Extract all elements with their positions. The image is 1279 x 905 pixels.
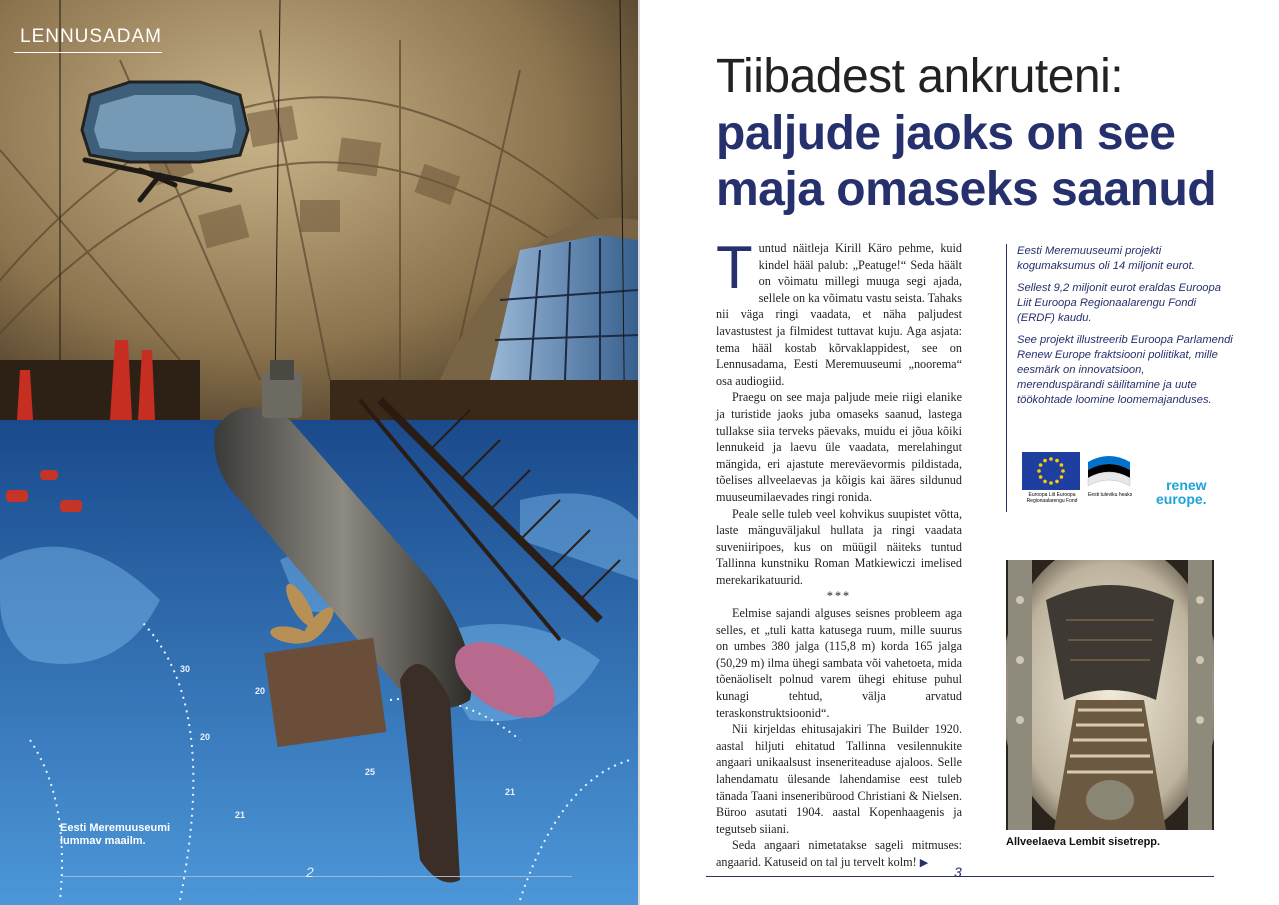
photo-caption: Eesti Meremuuseumi lummav maailm. — [60, 822, 171, 847]
hangar-photo — [0, 0, 638, 905]
floor-number: 20 — [255, 686, 266, 696]
section-break: *** — [826, 589, 852, 604]
page-footer-rule — [62, 876, 572, 877]
paragraph-text: Seda angaari nimetatakse sageli mitmuses: angaarid. Katuseid on tal ju tervelt kolm! — [716, 838, 962, 869]
page-number-right: 3 — [954, 864, 962, 880]
submarine-interior-image — [1006, 560, 1214, 830]
section-label: LENNUSADAM — [20, 26, 162, 47]
article-paragraph — [716, 837, 962, 871]
renew-europe-logo — [1156, 478, 1207, 506]
estonia-wave-icon — [1086, 452, 1132, 490]
left-page — [0, 0, 638, 905]
drop-cap: T — [716, 234, 753, 301]
right-page — [640, 0, 1279, 905]
eu-flag-logo — [1022, 452, 1080, 490]
estonia-slogan: Eesti tuleviku heaks — [1088, 492, 1133, 498]
photo2-caption: Allveelaeva Lembit sisetrepp. — [1006, 836, 1161, 848]
paragraph-text: untud näitleja Kirill Käro pehme, kuid kindel hääl palub: „Peatuge!“ Seda häält on võimatu millegi muuga segi ajada, sellele on ka võimatu vastu seista. Tahaks nii väga ringi vaadata, et näha paljudest lavastustest ja filmidest tuttavat kuju. Aga asjata: tema hääl kostab kõrvaklappidest, see on Lennusadama, Eesti Meremuuseumi „noorema“ osa audiogiid. — [716, 241, 962, 388]
headline-light: Tiibadest ankruteni: — [716, 50, 1124, 103]
page-number-left: 2 — [306, 864, 314, 880]
article-paragraph: Praegu on see maja paljude meie riigi elanike ja turistide jaoks juba omaseks saanud, lastega tullakse siia terveks päevaks, muidu ei jõua kõiki lennukeid ja laevu üle vaadata, merelahingut mängida, eri ajastute mereväevormis pildistada, tõelises allveelaevas ja kõigis kai ääres sildunud muuseumilaevades ringi ronida. — [716, 390, 962, 504]
floor-number: 30 — [180, 664, 191, 674]
sidebar-text: Sellest 9,2 miljonit eurot eraldas Euroopa Liit Euroopa Regionaalarengu Fondi (ERDF) kaudu. — [1017, 282, 1221, 324]
article-body — [716, 234, 962, 872]
eu-fund-label: Euroopa Liit Euroopa Regionaalarengu Fond — [1026, 492, 1078, 504]
floor-number: 25 — [365, 767, 376, 777]
continue-arrow-icon: ▶ — [919, 856, 929, 869]
article-paragraph: Peale selle tuleb veel kohvikus suupistet võtta, laste mänguväljakul hullata ja ringi vaadata suveniiripoes, kus on müügil näiteks tuntud Tallinna kunstniku Roman Matkiewiczi imelised merekarikatuurid. — [716, 506, 962, 587]
submarine-stairs-photo — [1006, 560, 1214, 830]
floor-number: 20 — [200, 732, 211, 742]
eu-stars-icon — [1022, 452, 1080, 490]
sidebar-text: See projekt illustreerib Euroopa Parlamendi Renew Europe fraktsiooni poliitikat, mille eesmärk on innovatsioon, merenduspärandi säilitamine ja uute töökohtade loomine loomemajanduses. — [1017, 334, 1233, 406]
article-paragraph: Nii kirjeldas ehitusajakiri The Builder 1920. aastal hiljuti ehitatud Tallinna vesilennukite angaari unikaalsust inseneriteaduse ajaloos. Selle lahendamatu ülesande lahendamise eest tuleb tänada Taani inseneribürood Christiani & Nielsen. Büroo asutati 1904. aastal Kopenhaagenis ja tegutseb siiani. — [716, 722, 962, 836]
headline-bold: paljude jaoks on see maja omaseks saanud — [716, 107, 1217, 216]
renew-logo-line: renew — [1166, 477, 1207, 493]
floor-number: 21 — [505, 787, 516, 797]
section-label-underline — [14, 52, 162, 53]
renew-logo-line: europe. — [1156, 491, 1207, 507]
sidebar-text: Eesti Meremuuseumi projekti kogumaksumus oli 14 miljonit eurot. — [1017, 245, 1195, 272]
article-paragraph — [716, 234, 962, 389]
floor-number: 21 — [235, 810, 246, 820]
estonia-flag-logo — [1086, 452, 1132, 490]
article-paragraph: Eelmise sajandi alguses seisnes probleem aga selles, et „tuli katta katusega ruum, mille suurus on umbes 380 jalga (115,8 m) korda 165 jalga (50,29 m) ilma ühegi sambata või vahetoeta, mida tõenäoliselt polnud varem ühegi ehituse puhul kunagi tehtud, välja arvatud teraskonstruktsioonid“. — [716, 606, 962, 720]
funder-logos — [1022, 452, 1232, 512]
